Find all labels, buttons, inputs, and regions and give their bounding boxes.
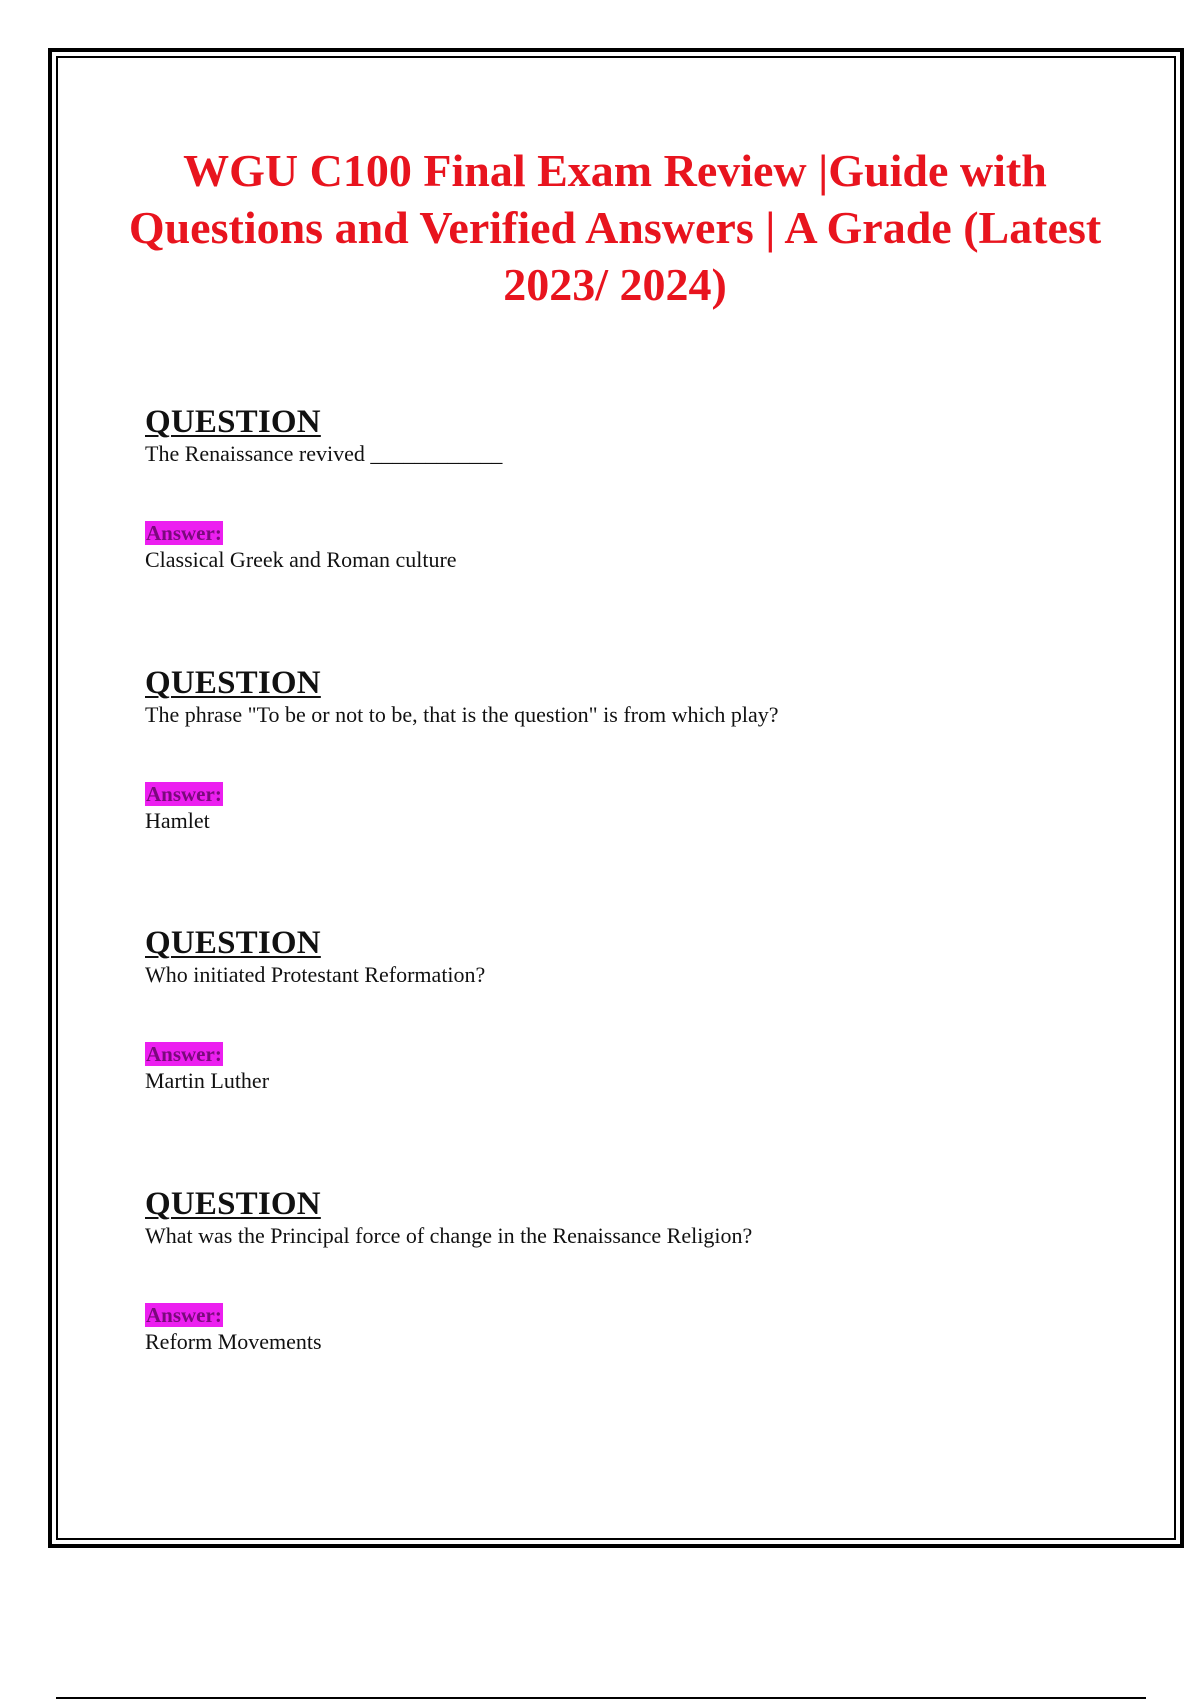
question-text: The Renaissance revived ____________ bbox=[145, 441, 503, 466]
answer-text: Classical Greek and Roman culture bbox=[145, 547, 457, 572]
document-title: WGU C100 Final Exam Review |Guide with Questions and Verified Answers | A Grade (Latest 2023/ 2024) bbox=[128, 145, 1102, 310]
qa-item bbox=[145, 926, 1105, 1094]
footer-divider bbox=[56, 1697, 1146, 1699]
answer-text: Hamlet bbox=[145, 808, 210, 833]
answer-label: Answer: bbox=[146, 1303, 222, 1327]
qa-item bbox=[145, 1187, 1105, 1355]
question-text: Who initiated Protestant Reformation? bbox=[145, 962, 486, 987]
answer-label: Answer: bbox=[146, 782, 222, 806]
question-heading: QUESTION bbox=[145, 404, 321, 440]
qa-item bbox=[145, 405, 1105, 573]
question-text: The phrase "To be or not to be, that is the question" is from which play? bbox=[145, 702, 779, 727]
answer-label: Answer: bbox=[146, 521, 222, 545]
question-heading: QUESTION bbox=[145, 925, 321, 961]
qa-item bbox=[145, 666, 1105, 834]
answer-label: Answer: bbox=[146, 1042, 222, 1066]
answer-text: Martin Luther bbox=[145, 1068, 270, 1093]
question-text: What was the Principal force of change in the Renaissance Religion? bbox=[145, 1223, 753, 1248]
question-heading: QUESTION bbox=[145, 665, 321, 701]
answer-text: Reform Movements bbox=[145, 1329, 322, 1354]
question-heading: QUESTION bbox=[145, 1186, 321, 1222]
